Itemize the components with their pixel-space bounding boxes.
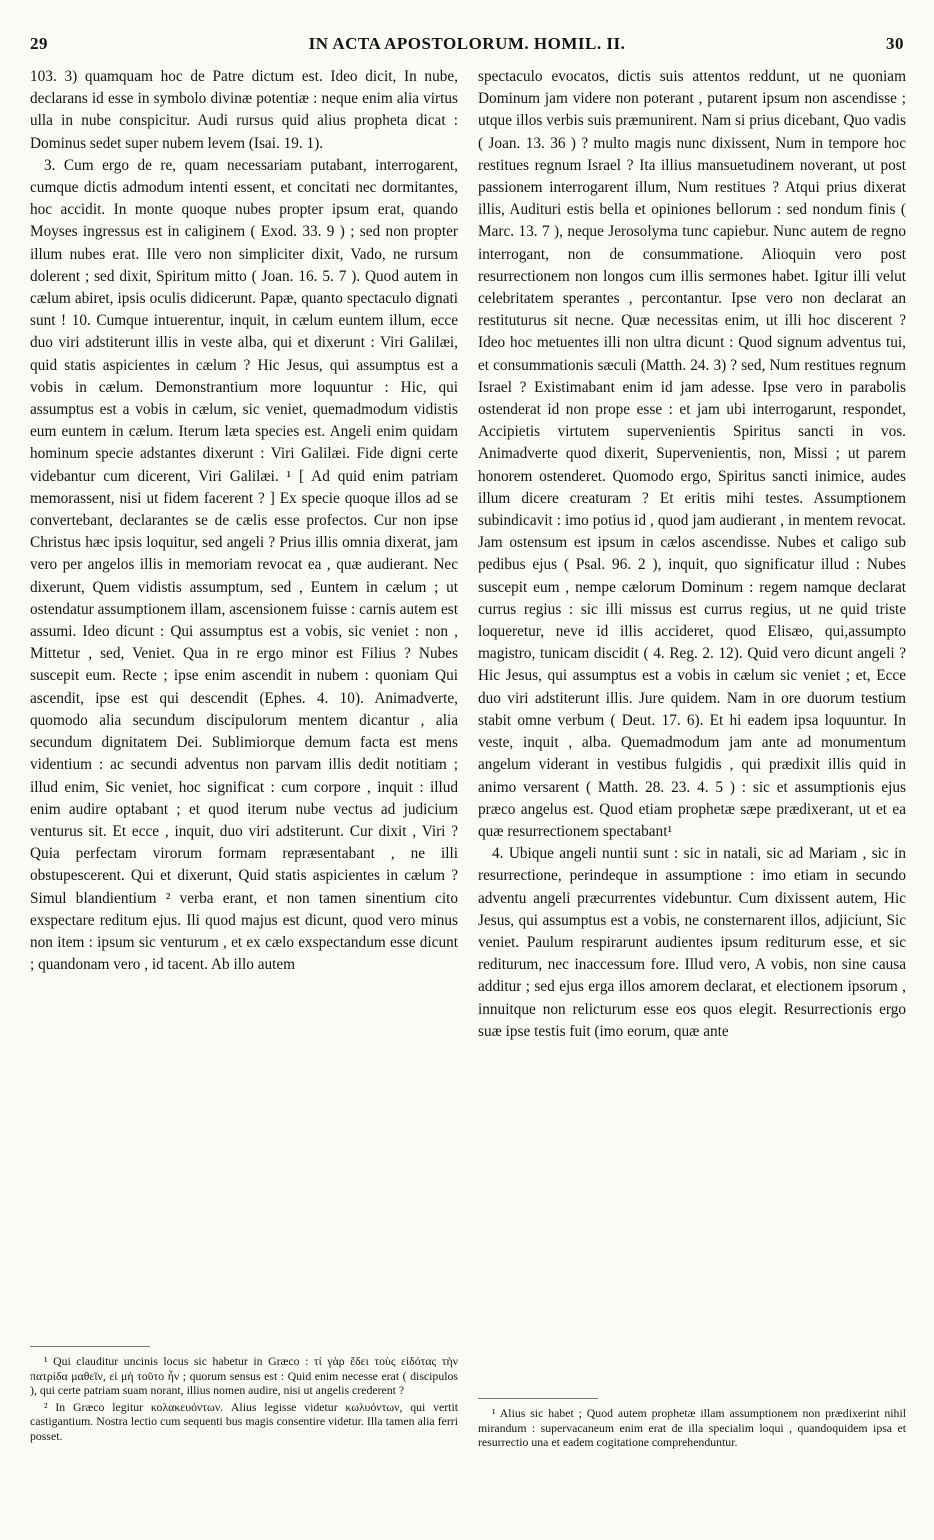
running-title: IN ACTA APOSTOLORUM. HOMIL. II. bbox=[308, 34, 626, 53]
paragraph: 4. Ubique angeli nuntii sunt : sic in natali, sic ad Mariam , sic in resurrectione, perindeque in assumptione : imo etiam in secundo adventu angeli præcurrentes videbuntur. Cum dixissent autem, Hic Jesus, qui assumptus est a vobis, ne consternarent illos, adjiciunt, Sic veniet. Paulum respirarunt audientes ipsum rediturum esse, et sic rediturum, nec inaccessum fore. Illud vero, A vobis, non sine causa additur ; sed ejus erga illos amorem declarat, et electionem ipsorum , innuitque non relicturum esse eos quos elegit. Resurrectionis ergo suæ ipse testis fuit (imo eorum, quæ ante bbox=[478, 845, 906, 1040]
paragraph: spectaculo evocatos, dictis suis attentos reddunt, ut ne quoniam Dominum jam videre non poterant , putarent ipsum non ascendisse ; utque illos verbis suis præmunirent. Nam si prius dicebant, Quo vadis ( Joan. 13. 36 ) ? multo magis nunc dixissent, Num in tempore hoc restitues regnum Israel ? Ita illius mansuetudinem noverant, ut post passionem interrogarent illum, Num restitues ? Atqui prius dixerat illis, Audituri estis bella et opiniones bellorum : sed nondum finis ( Marc. 13. 7 ), neque Jerosolyma tunc capiebur. Nunc autem de regno interrogant, non de consummatione. Alioquin vero post resurrectionem non longos cum illis sermones habet. Igitur illi velut celebritatem sperantes , percontantur. Ipse vero non declarat an restituturus sit necne. Quæ necessitas enim, ut illi hoc discerent ? Ideo hoc metuentes illi non ultra dicunt : Quod signum adventus tui, et consummationis sæculi (Matth. 24. 3) ? sed, Num restitues regnum Israel ? Existimabant enim id jam adesse. Ipse vero in parabolis ostenderat id non prope esse : et jam ubi interrogarunt, respondet, Accipietis virtutem supervenientis Spiritus sancti in vos. Animadverte quod dixerit, Supervenientis, non, Missi ; ut parem honorem ostenderet. Quomodo ergo, Spiritus sancti inimice, audes illum dicere creaturam ? Et eritis mihi testes. Assumptionem subindicavit : imo potius id , quod jam audierant , in mentem revocat. Jam ostensum est ipsum in cælos ascendisse. Nubes et caligo sub pedibus ejus ( Psal. 96. 2 ), inquit, quo significatur illud : Nubes suscepit eum , nempe cælorum Dominum : regem namque declarat currus regius : sic illi missus est currus regius, ut ne quid triste loqueretur, neve id illis accideret, quod Elisæo, qui,assumpto magistro, tunicam discidit ( 4. Reg. 2. 12). Quid vero dicunt angeli ? Hic Jesus, qui assumptus est a vobis in cælum sic veniet ; et, Ecce duo viri adstiterunt illis. Jure quidem. Nam in ore duorum testium stabit omne verbum ( Deut. 17. 6). Et hi eadem ipsa loquuntur. In veste, inquit , alba. Quemadmodum jam ante ad monumentum angelum viderant in vestibus fulgidis , qui prædixit illis quid in animo versarent ( Matth. 28. 23. 4. 5 ) : sic et assumptionis ejus præco angelus est. Quod etiam prophetæ sæpe prædixerant, ut et ea quæ resurrectionem spectabant¹ bbox=[478, 68, 906, 840]
footnote: ¹ Qui clauditur uncinis locus sic habetur in Græco : τί γὰρ ἔδει τοὺς εἰδότας τὴν πατρίδα μαθεῖν, εἰ μὴ τοῦτο ἦν ; quorum sensus est : Quid enim necesse erat ( discipulos ), qui certe patriam suam norant, illius nomen audire, nisi ut angelis crederent ? bbox=[30, 1354, 458, 1398]
paragraph: 103. 3) quamquam hoc de Patre dictum est. Ideo dicit, In nube, declarans id esse in symbolo divinæ potentiæ : neque enim alia virtus ulla in nube conspicitur. Audi rursus quid alius propheta dicat : Dominus sedet super nubem levem (Isai. 19. 1). bbox=[30, 68, 458, 152]
right-footnotes bbox=[478, 1406, 906, 1452]
running-header bbox=[30, 34, 904, 56]
footnote: ² In Græco legitur κολακευόντων. Alius legisse videtur κωλυόντων, qui vertit castigantium. Nostra lectio cum sequenti bus magis consentire videtur. Illa tamen alia ferri posset. bbox=[30, 1399, 458, 1443]
footnote-rule-left bbox=[30, 1346, 150, 1347]
page-number-left: 29 bbox=[30, 34, 48, 53]
left-text-column bbox=[30, 66, 458, 976]
paragraph: 3. Cum ergo de re, quam necessariam putabant, interrogarent, cumque dictis admodum intenti essent, et concitati nec dormitantes, hoc accidit. In monte quoque nubes propter ipsum erat, quando Moyses ingressus est in caliginem ( Exod. 33. 9 ) ; sed non propter illum nubes erat. Ille vero non simpliciter dixit, Vado, ne rursum dolerent ; sed dixit, Spiritum mitto ( Joan. 16. 5. 7 ). Quod autem in cælum abiret, ipsis oculis didicerunt. Papæ, quanto spectaculo dignati sunt ! 10. Cumque intuerentur, inquit, in cælum euntem illum, ecce duo viri adstiterunt illis in veste alba, qui et dixerunt : Viri Galilæi, quid statis aspicientes in cælum ? Hic Jesus, qui assumptus est a vobis in cælum. Demonstrantium more loquuntur : Hic, qui assumptus est a vobis in cælum, sic veniet, quemadmodum vidistis eum euntem in cælum. Iterum læta species est. Angeli enim quidam hominum specie adstantes dixerunt : Viri Galilæi. Fide digni certe videbantur cum dicerent, Viri Galilæi. ¹ [ Ad quid enim patriam memorassent, nisi ut fidem facerent ? ] Ex specie quoque illos ad se convertebant, declarantes se de cælis esse profectos. Cur non ipse Christus hæc ipsis loquitur, sed angeli ? Prius illis omnia dixerat, jam vero per angelos illis in memoriam revocat ea , quæ audierant. Nec dixerunt, Quem vidistis assumptum, sed , Euntem in cælum ; ut ostendatur assumptionem illam, ascensionem fuisse : carnis autem est assumi. Ideo dicunt : Qui assumptus est a vobis, sic veniet : non , Mittetur , sed, Veniet. Qua in re ergo minor est Filius ? Nubes suscepit eum. Recte ; ipse enim ascendit in nubem : quoniam Qui ascendit, ipse est qui descendit (Ephes. 4. 10). Animadverte, quomodo alia secundum discipulorum mentem dicantur , alia secundum dignitatem Dei. Sublimiorque demum facta est mens videntium : ac secundi adventus non parvam illis dedit notitiam ; illud enim, Sic veniet, hoc significat : cum corpore , inquit : illud enim audire optabant ; et quod iterum nube vectus ad judicium venturus sit. Et ecce , inquit, duo viri adstiterunt. Cur dixit , Viri ? Quia perfectam virorum formam repræsentabant , ne illi obstupescerent. Qui et dixerunt, Quid statis aspicientes in cælum ? Simul blandientium ² verba erant, et non tamen sinentium cito exspectare reditum ejus. Ili quod majus est dicunt, quod vero minus non item : ipsum sic venturum , et ex cælo exspectandum esse dicunt ; quandonam vero , id tacent. Ab illo autem bbox=[30, 156, 458, 974]
footnote: ¹ Alius sic habet ; Quod autem prophetæ illam assumptionem non prædixerint nihil mirandum : supervacaneum enim erat de illa specialim loqui , quandoquidem ipsa et resurrectio una et eadem cogitatione comprehenduntur. bbox=[478, 1406, 906, 1450]
right-text-column bbox=[478, 66, 906, 1043]
left-footnotes bbox=[30, 1354, 458, 1446]
footnote-rule-right bbox=[478, 1398, 598, 1399]
page-number-right: 30 bbox=[886, 34, 904, 53]
